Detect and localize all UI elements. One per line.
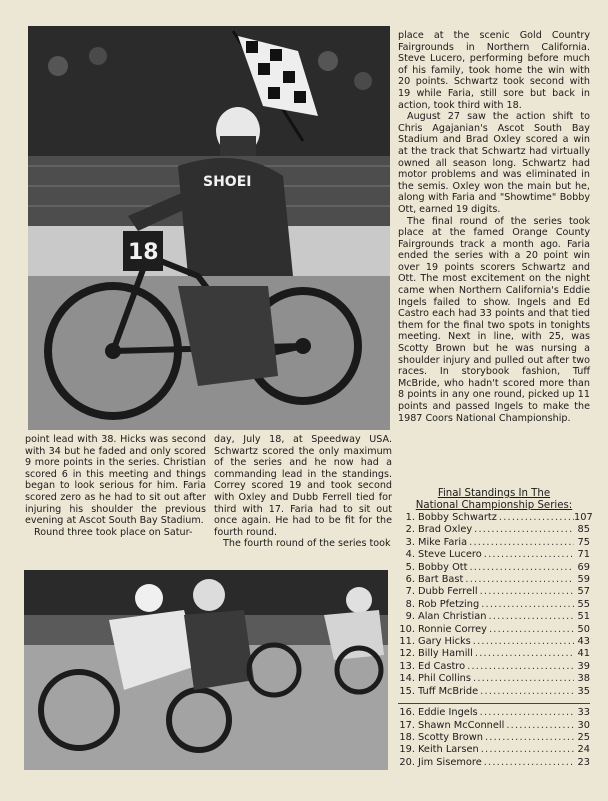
- standings-rank: 16.: [399, 707, 415, 719]
- standings-rank: 4.: [405, 549, 415, 561]
- standings-rider-name: Mike Faria: [418, 536, 468, 548]
- standings-rank: 9.: [405, 611, 415, 623]
- standings-rank: 20.: [399, 756, 415, 768]
- standings-points: 30: [577, 719, 590, 731]
- standings-row: [398, 537, 590, 549]
- standings-row: [398, 549, 590, 561]
- standings-row: [398, 744, 590, 756]
- standings-leader-dots: [487, 624, 574, 636]
- standings-rider-name: Rob Pfetzing: [418, 598, 480, 610]
- standings-leader-dots: [478, 586, 574, 598]
- standings-rider-name: Bart Bast: [418, 574, 464, 586]
- standings-rider-name: Steve Lucero: [418, 549, 482, 561]
- standings-points: 43: [577, 636, 590, 648]
- standings-leader-dots: [479, 599, 574, 611]
- standings-rider-name: Keith Larsen: [418, 744, 479, 756]
- standings-leader-dots: [478, 707, 574, 719]
- standings-leader-dots: [483, 732, 574, 744]
- standings-leader-dots: [467, 562, 574, 574]
- article-column-left: [25, 434, 206, 538]
- standings-rank: 18.: [399, 731, 415, 743]
- standings-rank: 14.: [399, 673, 415, 685]
- standings-row: [398, 648, 590, 660]
- standings-row: [398, 624, 590, 636]
- standings-leader-dots: [479, 744, 574, 756]
- standings-rider-name: Alan Christian: [418, 611, 487, 623]
- standings-row: [398, 707, 590, 719]
- paragraph: place at the scenic Gold Country Fairgrounds in Northern California. Steve Lucero, performing before much of his family, took home the win with 20 points. Schwartz took second with 19 while Faria, still sore but back in action, took third with 18.: [398, 30, 590, 111]
- standings-leader-dots: [482, 757, 574, 769]
- standings-leader-dots: [465, 661, 574, 673]
- standings-leader-dots: [472, 524, 574, 536]
- photo-rider-illustration: [28, 26, 390, 430]
- standings-points: 57: [577, 586, 590, 598]
- standings-rank: 19.: [399, 744, 415, 756]
- standings-rank: 5.: [405, 561, 415, 573]
- standings-title-line1: Final Standings In The: [437, 488, 551, 499]
- standings-table: [398, 488, 593, 769]
- standings-row: [398, 524, 590, 536]
- standings-row: [398, 732, 590, 744]
- standings-points: 38: [577, 673, 590, 685]
- standings-row: [398, 599, 590, 611]
- standings-title-line2: National Championship Series:: [415, 500, 573, 511]
- article-column-middle: [214, 434, 392, 550]
- paragraph: August 27 saw the action shift to Chris Agajanian's Ascot South Bay Stadium and Brad Oxley scored a win at the track that Schwartz had virtually owned all season long. Schwartz had motor problems and was eliminated in the semis. Oxley won the main but he, along with Faria and "Showtime" Bobby Ott, earned 19 digits.: [398, 111, 590, 215]
- standings-points: 41: [577, 648, 590, 660]
- standings-row: [398, 562, 590, 574]
- standings-rank: 3.: [405, 536, 415, 548]
- standings-points: 33: [577, 707, 590, 719]
- standings-rank: 11.: [399, 636, 415, 648]
- standings-leader-dots: [471, 636, 574, 648]
- standings-row: [398, 586, 590, 598]
- standings-points: 50: [577, 623, 590, 635]
- standings-rider-name: Ronnie Correy: [418, 623, 487, 635]
- standings-points: 23: [577, 756, 590, 768]
- standings-points: 71: [577, 549, 590, 561]
- standings-rank: 10.: [399, 623, 415, 635]
- paragraph: The fourth round of the series took: [223, 538, 391, 550]
- standings-row: [398, 673, 590, 685]
- standings-rider-name: Eddie Ingels: [418, 707, 478, 719]
- standings-leader-dots: [471, 673, 574, 685]
- standings-points: 85: [577, 524, 590, 536]
- standings-rank: 7.: [405, 586, 415, 598]
- standings-rider-name: Gary Hicks: [418, 636, 471, 648]
- photo-rider-checkered-flag: [28, 26, 390, 430]
- standings-rank: 17.: [399, 719, 415, 731]
- standings-points: 55: [577, 598, 590, 610]
- standings-rider-name: Ed Castro: [418, 660, 466, 672]
- standings-title: [398, 488, 590, 512]
- standings-rider-name: Shawn McConnell: [418, 719, 505, 731]
- standings-divider: [398, 703, 590, 704]
- jersey-text: SHOEI: [203, 174, 252, 190]
- standings-leader-dots: [467, 537, 574, 549]
- standings-rank: 1.: [405, 512, 415, 523]
- standings-rows-top: [398, 512, 593, 698]
- standings-row: [398, 757, 590, 769]
- standings-row: [398, 686, 590, 698]
- standings-rank: 2.: [405, 524, 415, 536]
- standings-leader-dots: [504, 720, 574, 732]
- standings-row: [398, 661, 590, 673]
- standings-rider-name: Jim Sisemore: [418, 756, 482, 768]
- standings-rider-name: Tuff McBride: [418, 685, 479, 697]
- standings-rider-name: Dubb Ferrell: [418, 586, 478, 598]
- paragraph: day, July 18, at Speedway USA. Schwartz scored the only maximum of the series and he now had a commanding lead in the standings. Correy scored 19 and took second with Oxley and Dubb Ferrell tied for third with 17. Faria had to sit out once again. He had to be fit for the fourth round.: [214, 434, 392, 538]
- standings-leader-dots: [473, 648, 574, 660]
- standings-points: 25: [577, 731, 590, 743]
- standings-row: [398, 720, 590, 732]
- standings-row: [398, 574, 590, 586]
- paragraph: The final round of the series took place at the famed Orange County Fairgrounds track a month ago. Faria ended the series with a 20 point win over 19 points scorers Schwartz and Ott. The most excitement on the night came when Northern California's Eddie Ingels failed to show. Ingels and Ed Castro each had 33 points and that tied them for the final two spots in tonights meeting. Next in line, with 25, was Scotty Brown but he was nursing a shoulder injury and pulled out after two races. In storybook fashion, Tuff McBride, who hadn't scored more than 8 points in any one round, picked up 11 points and passed Ingels to make the 1987 Coors National Championship.: [398, 215, 590, 424]
- article-column-right: [398, 30, 590, 424]
- standings-points: 39: [577, 660, 590, 672]
- standings-points: 51: [577, 611, 590, 623]
- standings-rider-name: Brad Oxley: [418, 524, 473, 536]
- paragraph: point lead with 38. Hicks was second with 34 but he faded and only scored 9 more points in the series. Christian scored 6 in this meeting and things began to look serious for him. Faria scored zero as he had to sit out after injuring his shoulder the previous evening at Ascot South Bay Stadium.: [25, 434, 206, 527]
- standings-leader-dots: [486, 611, 574, 623]
- standings-rider-name: Bobby Ott: [418, 561, 468, 573]
- standings-rider-name: Bobby Schwartz: [418, 512, 497, 523]
- standings-rows-bottom: [398, 707, 590, 769]
- rider-number-plate: 18: [128, 240, 159, 265]
- standings-rank: 13.: [399, 660, 415, 672]
- standings-rank: 12.: [399, 648, 415, 660]
- standings-row: [398, 611, 590, 623]
- standings-leader-dots: [497, 512, 574, 524]
- standings-points: 35: [577, 685, 590, 697]
- standings-rank: 8.: [405, 598, 415, 610]
- standings-rank: 15.: [399, 685, 415, 697]
- standings-points: 69: [577, 561, 590, 573]
- standings-leader-dots: [463, 574, 574, 586]
- standings-points: 24: [577, 744, 590, 756]
- standings-points: 107: [574, 512, 593, 523]
- standings-row: [398, 512, 593, 524]
- photo-race-illustration: [24, 570, 388, 770]
- standings-points: 75: [577, 536, 590, 548]
- standings-rider-name: Scotty Brown: [418, 731, 483, 743]
- photo-riders-racing: [24, 570, 388, 770]
- standings-leader-dots: [478, 686, 574, 698]
- standings-points: 59: [577, 574, 590, 586]
- standings-rider-name: Billy Hamill: [418, 648, 473, 660]
- paragraph: Round three took place on Satur-: [34, 526, 193, 538]
- standings-rank: 6.: [405, 574, 415, 586]
- standings-row: [398, 636, 590, 648]
- standings-rider-name: Phil Collins: [418, 673, 471, 685]
- standings-leader-dots: [482, 549, 574, 561]
